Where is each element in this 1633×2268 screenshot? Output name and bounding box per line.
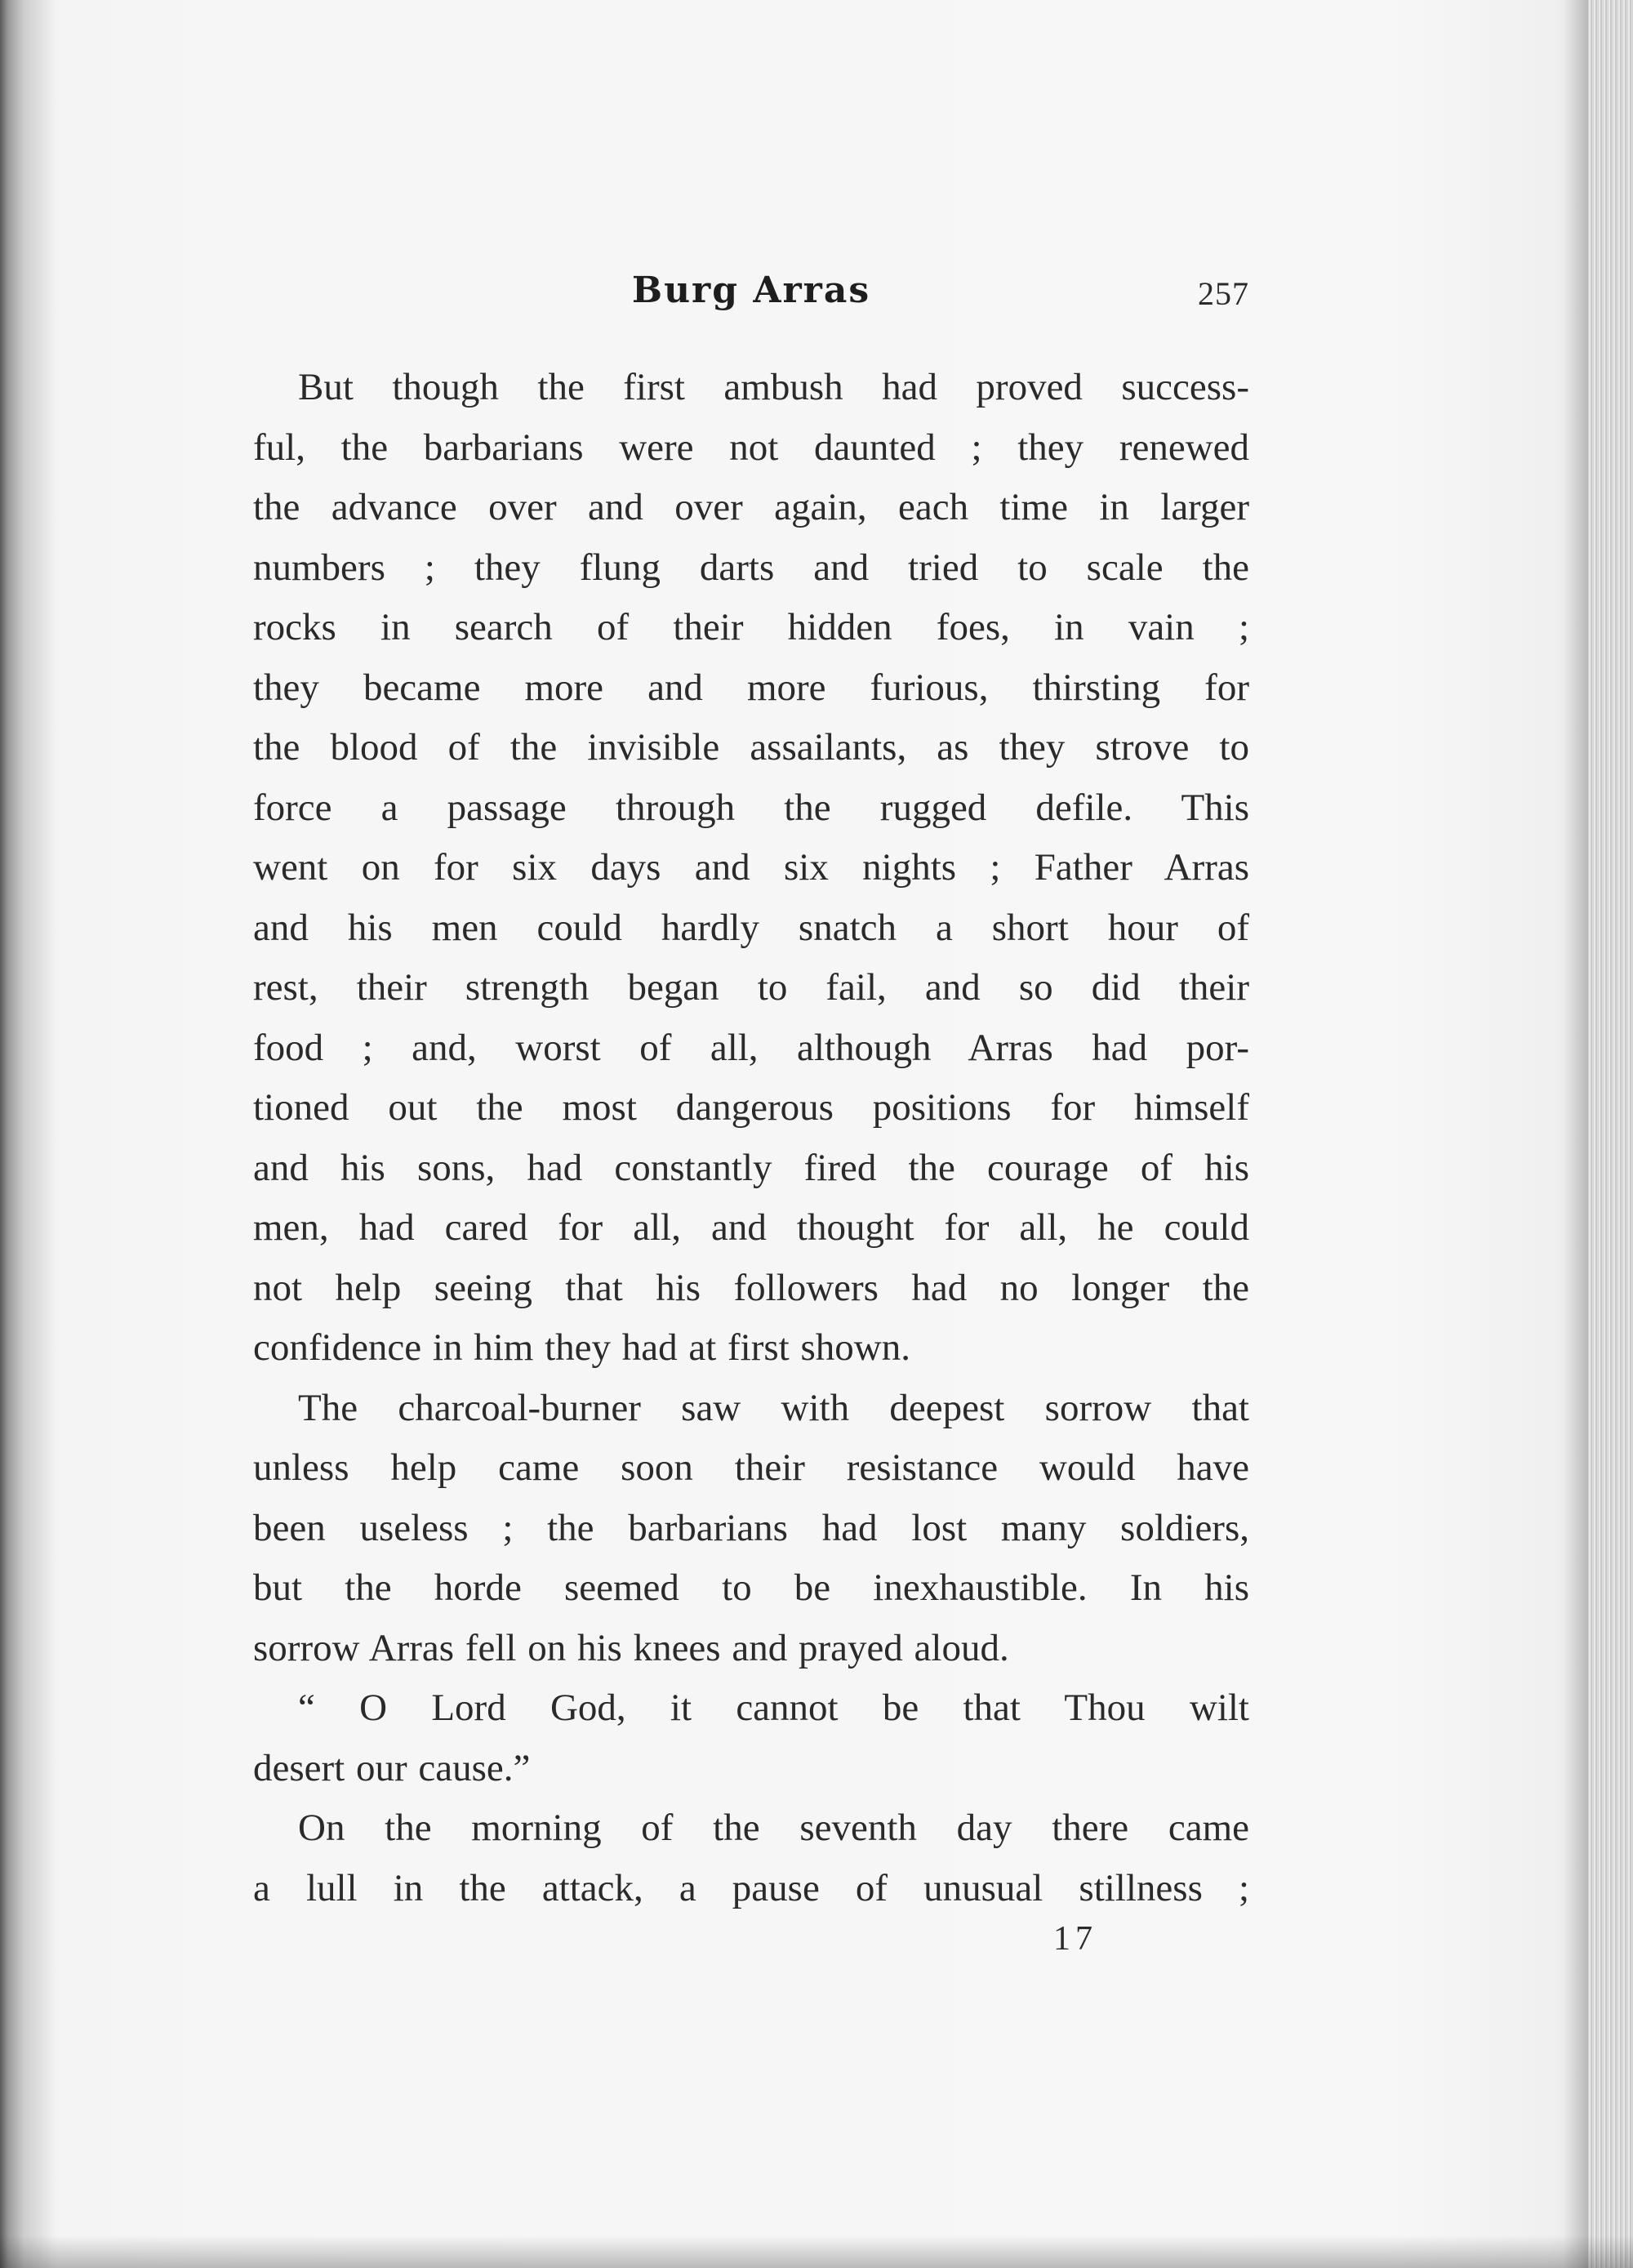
text-line: men, had cared for all, and thought for all, he could [253, 1206, 1249, 1249]
text-line: On the morning of the seventh day there came [298, 1807, 1249, 1849]
page-stack-edge [1588, 0, 1633, 2268]
binding-gutter-shadow [0, 0, 57, 2268]
text-line: been useless ; the barbarians had lost many soldiers, [253, 1506, 1249, 1549]
text-line: not help seeing that his followers had no longer the [253, 1266, 1249, 1309]
text-line: ful, the barbarians were not daunted ; they renewed [253, 426, 1249, 469]
text-line: tioned out the most dangerous positions for himself [253, 1086, 1249, 1129]
bottom-shadow [0, 2235, 1633, 2268]
text-line: force a passage through the rugged defile. This [253, 786, 1249, 829]
text-line: the advance over and over again, each time in larger [253, 486, 1249, 528]
page-header [253, 270, 1249, 335]
text-line: rocks in search of their hidden foes, in vain ; [253, 606, 1249, 648]
text-line: the blood of the invisible assailants, as they strove to [253, 726, 1249, 769]
page-number: 257 [1198, 275, 1249, 312]
text-line: “ O Lord God, it cannot be that Thou wilt [298, 1687, 1249, 1729]
text-line: confidence in him they had at first shown. [253, 1326, 910, 1369]
text-line: and his sons, had constantly fired the courage of his [253, 1146, 1249, 1189]
text-line: But though the first ambush had proved success- [298, 366, 1249, 408]
right-page-shadow [1564, 0, 1588, 2268]
text-line: desert our cause.” [253, 1746, 531, 1789]
text-line: but the horde seemed to be inexhaustible. In his [253, 1566, 1249, 1609]
text-line: unless help came soon their resistance would have [253, 1446, 1249, 1489]
text-line: sorrow Arras fell on his knees and prayed aloud. [253, 1626, 1009, 1669]
text-line: The charcoal-burner saw with deepest sorrow that [298, 1386, 1249, 1429]
text-line: went on for six days and six nights ; Father Arras [253, 846, 1249, 889]
body-text [253, 358, 1249, 1918]
signature-mark: 17 [1053, 1920, 1097, 1958]
text-line: they became more and more furious, thirsting for [253, 666, 1249, 709]
text-line: food ; and, worst of all, although Arras had por- [253, 1026, 1249, 1069]
text-line: rest, their strength began to fail, and so did their [253, 966, 1249, 1009]
text-line: and his men could hardly snatch a short hour of [253, 906, 1249, 949]
text-line: a lull in the attack, a pause of unusual stillness ; [253, 1866, 1249, 1909]
text-line: numbers ; they flung darts and tried to scale the [253, 546, 1249, 589]
running-title: Burg Arras [631, 270, 871, 311]
